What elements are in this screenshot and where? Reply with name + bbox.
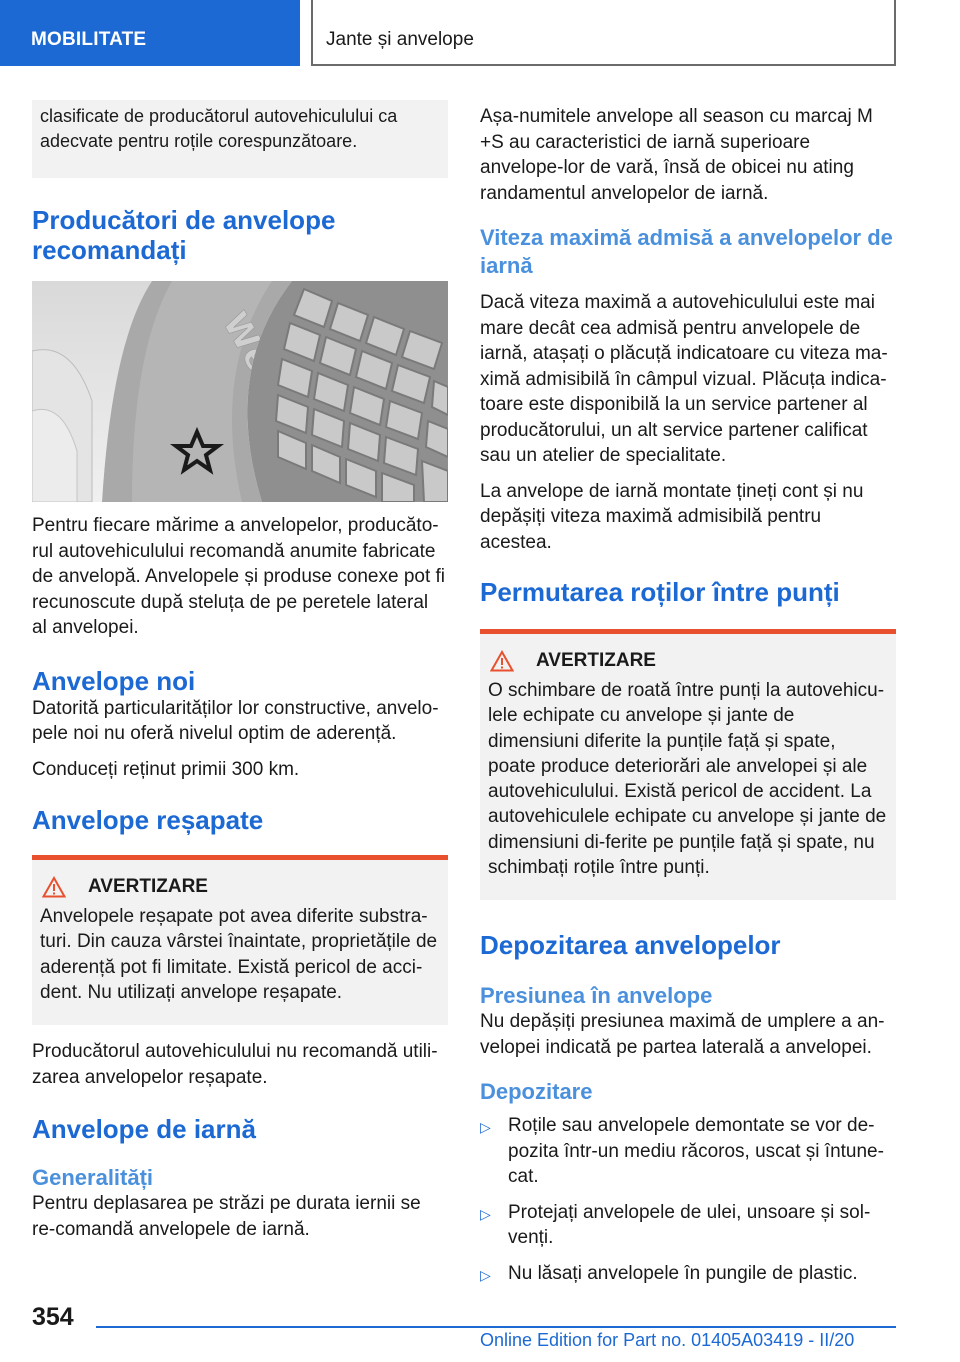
- footer-divider: [96, 1326, 896, 1328]
- right-column: [480, 100, 896, 1298]
- all-season-text: Așa-numitele anvelope all season cu marcaj M +S au caracteristici de iarnă superioare anvelope-lor de vară, însă de obicei nu ating randamentul anvelopelor de iarnă.: [480, 106, 873, 204]
- recommended-producers-text: Pentru fiecare mărime a anvelopelor, producăto-rul autovehiculului recomandă anumite fabricate de anvelopă. Anvelopele și produse conexe pot fi recunoscute după steluța de pe peretele lateral al anvelopei.: [32, 515, 446, 638]
- warning-title: AVERTIZARE: [536, 650, 656, 671]
- tire-star-marking-image: [32, 281, 448, 502]
- warning-box-wheel-swap: [480, 629, 896, 900]
- tire-pressure-text: Nu depășiți presiunea maximă de umplere a an-velopei indicată pe partea laterală a anvelopei.: [480, 1011, 885, 1058]
- new-tires-text-1: Datorită particularităților lor constructive, anvelo-pele noi nu oferă nivelul optim de aderență.: [32, 697, 439, 744]
- heading-recommended-producers: Producători de anvelope recomandați: [32, 205, 336, 265]
- continued-note-box: [32, 100, 448, 178]
- warning-text: Anvelopele reșapate pot avea diferite substra-turi. Din cauza vârstei înaintate, proprietățile de aderență pot fi limitate. Există pericol de acci-dent. Nu utilizați anvelope reșapate.: [40, 906, 438, 1003]
- heading-storage: Depozitare: [480, 1079, 593, 1105]
- new-tires-text-2: Conduceți reținut primii 300 km.: [32, 758, 300, 780]
- warning-box-retreaded: [32, 855, 448, 1025]
- warning-title: AVERTIZARE: [88, 876, 208, 897]
- section-tab: [0, 0, 300, 66]
- heading-new-tires: Anvelope noi: [32, 665, 196, 696]
- edition-info: Online Edition for Part no. 01405A03419 - II/20: [480, 1330, 855, 1350]
- heading-winter-tires: Anvelope de iarnă: [32, 1114, 256, 1145]
- tire-illustration: [32, 281, 448, 502]
- warning-text: O schimbare de roată între punți la autovehicu-lele echipate cu anvelope și jante de dimensiuni diferite la punțile față și spate, poate produce deteriorări ale anvelopei și ale autovehiculului. Există pericol de accident. La autovehiculele echipate cu anvelope și jante de dimensiuni di-ferite pe punțile față și spate, nu schimbați roțile între punți.: [488, 680, 887, 879]
- list-item: [480, 1261, 896, 1289]
- list-item-text: Roțile sau anvelopele demontate se vor de-pozita într-un mediu răcoros, uscat și întune-cat.: [508, 1115, 884, 1188]
- heading-general: Generalități: [32, 1165, 154, 1191]
- list-item-text: Protejați anvelopele de ulei, unsoare și sol-venți.: [508, 1201, 871, 1249]
- warning-title-row: [488, 650, 888, 672]
- section-title: MOBILITATE: [31, 29, 147, 50]
- list-item: [480, 1113, 896, 1190]
- heading-winter-max-speed: Viteza maximă admisă a anvelopelor de iarnă: [480, 225, 893, 278]
- general-text: Pentru deplasarea pe străzi pe durata iernii se re-comandă anvelopele de iarnă.: [32, 1193, 421, 1240]
- warning-triangle-icon: [490, 650, 514, 672]
- continued-note-text: clasificate de producătorul autovehiculului ca adecvate pentru roțile corespunzătoare.: [40, 106, 398, 151]
- heading-tire-pressure: Presiunea în anvelope: [480, 983, 713, 1009]
- max-speed-text-2: La anvelope de iarnă montate țineți cont și nu depășiți viteza maximă admisibilă pentru acestea.: [480, 480, 864, 553]
- list-item: [480, 1200, 896, 1251]
- bullet-triangle-icon: ▷: [480, 1266, 491, 1283]
- bullet-triangle-icon: ▷: [480, 1205, 491, 1222]
- warning-title-row: [40, 876, 440, 898]
- max-speed-text-1: Dacă viteza maximă a autovehiculului este mai mare decât cea admisă pentru anvelopele de iarnă, atașați o plăcuță indicatoare cu viteza ma-ximă admisibilă în câmpul vizual. Plăcuța indica-toare este disponibilă la un service partener al producătorului, un alt service partener calificat sau un atelier de specialitate.: [480, 292, 888, 466]
- chapter-title: Jante și anvelope: [326, 29, 474, 50]
- heading-wheel-swap: Permutarea roților între punți: [480, 577, 840, 607]
- left-column: [32, 100, 448, 1252]
- heading-retreaded-tires: Anvelope reșapate: [32, 805, 264, 835]
- page-number: 354: [32, 1303, 74, 1331]
- chapter-header: [311, 0, 896, 66]
- heading-tire-storage: Depozitarea anvelopelor: [480, 930, 781, 961]
- bullet-triangle-icon: ▷: [480, 1119, 491, 1136]
- list-item-text: Nu lăsați anvelopele în pungile de plastic.: [508, 1262, 858, 1284]
- retreaded-tires-text: Producătorul autovehiculului nu recomandă utili-zarea anvelopelor reșapate.: [32, 1041, 438, 1088]
- warning-triangle-icon: [42, 876, 66, 898]
